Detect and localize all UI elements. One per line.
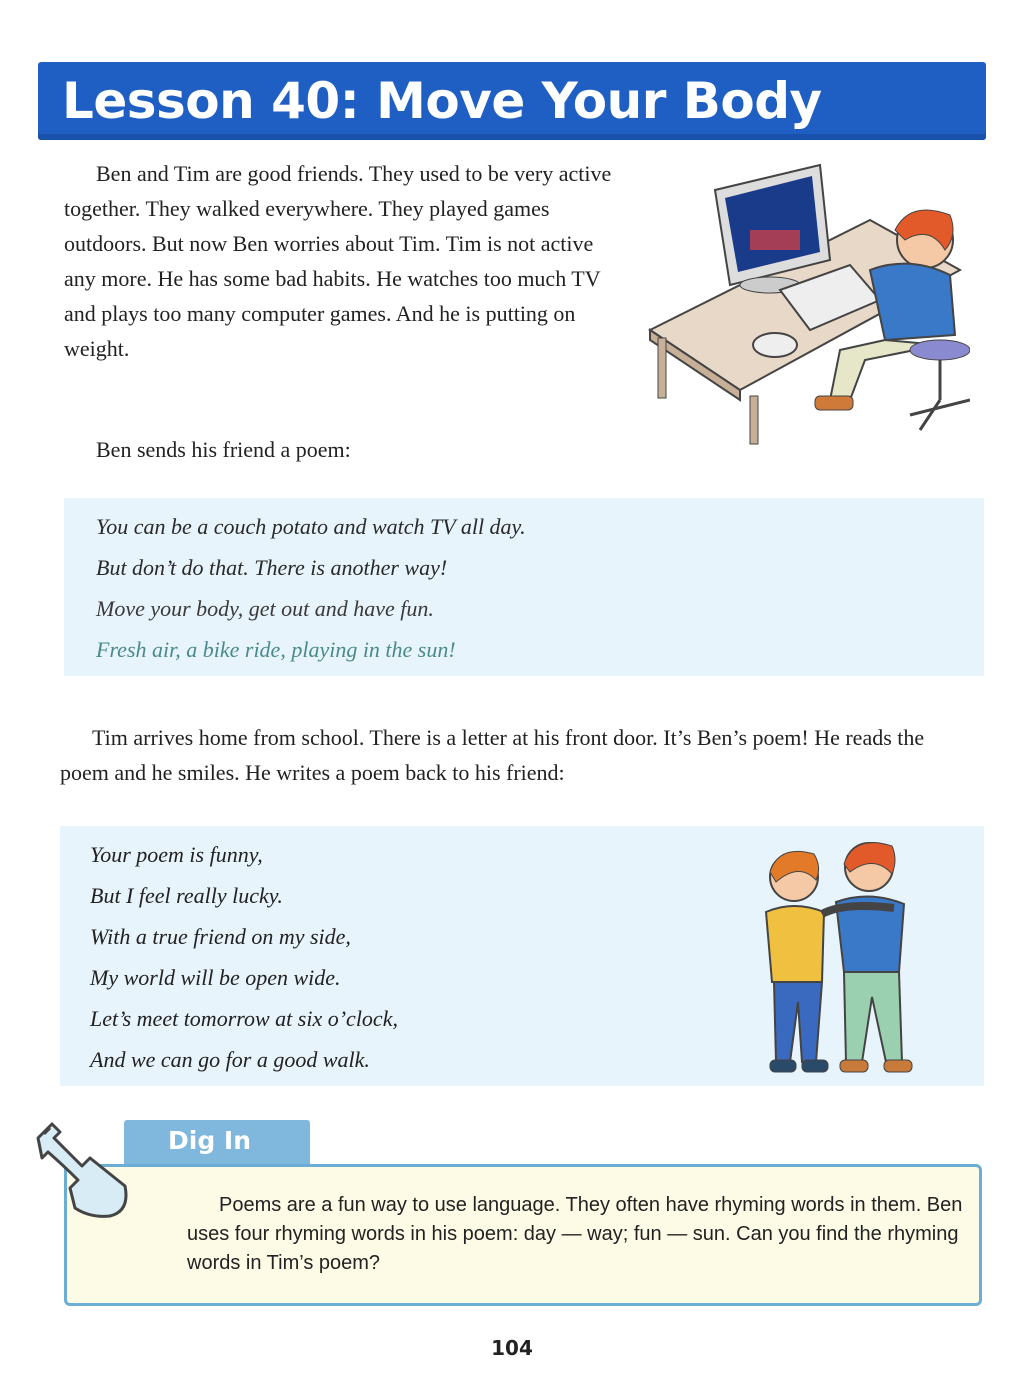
bens-poem-box [64,498,984,676]
dig-in-text: Poems are a fun way to use language. They often have rhyming words in them. Ben uses four rhyming words in his poem: day — way; fun — sun. Can you find the rhyming words in Tim’s poem? [187,1194,963,1274]
poem2-line: With a true friend on my side, [90,924,351,949]
two-friends-illustration [744,832,924,1082]
poem1-line: Move your body, get out and have fun. [96,596,434,621]
lesson-title-bar [38,62,986,140]
shovel-icon [30,1116,140,1226]
second-paragraph: Tim arrives home from school. There is a letter at his front door. It’s Ben’s poem! He reads the poem and he smiles. He writes a poem back to his friend: [60,725,925,785]
page-title: Lesson 40: Move Your Body [62,72,822,130]
poem1-line: You can be a couch potato and watch TV all day. [96,514,526,539]
poem2-line: Your poem is funny, [90,842,263,867]
poem1-line: But don’t do that. There is another way! [96,555,448,580]
intro-paragraph: Ben and Tim are good friends. They used to be very active together. They walked everywhere. They played games outdoors. But now Ben worries about Tim. Tim is not active any more. He has some bad habits. He watches too much TV and plays too many computer games. And he is putting on weight. [64,161,612,361]
poem1-line: Fresh air, a bike ride, playing in the sun! [96,637,456,662]
dig-in-box [64,1164,982,1306]
poem2-line: But I feel really lucky. [90,883,283,908]
dig-in-label: Dig In [168,1126,252,1155]
boy-at-computer-illustration [640,160,970,450]
poem2-line: My world will be open wide. [90,965,341,990]
page-number: 104 [491,1336,533,1360]
tims-poem-box [60,826,984,1086]
poem2-line: Let’s meet tomorrow at six o’clock, [90,1006,398,1031]
poem2-line: And we can go for a good walk. [90,1047,370,1072]
dig-in-tab [124,1120,310,1166]
intro-second-paragraph: Ben sends his friend a poem: [96,437,351,462]
